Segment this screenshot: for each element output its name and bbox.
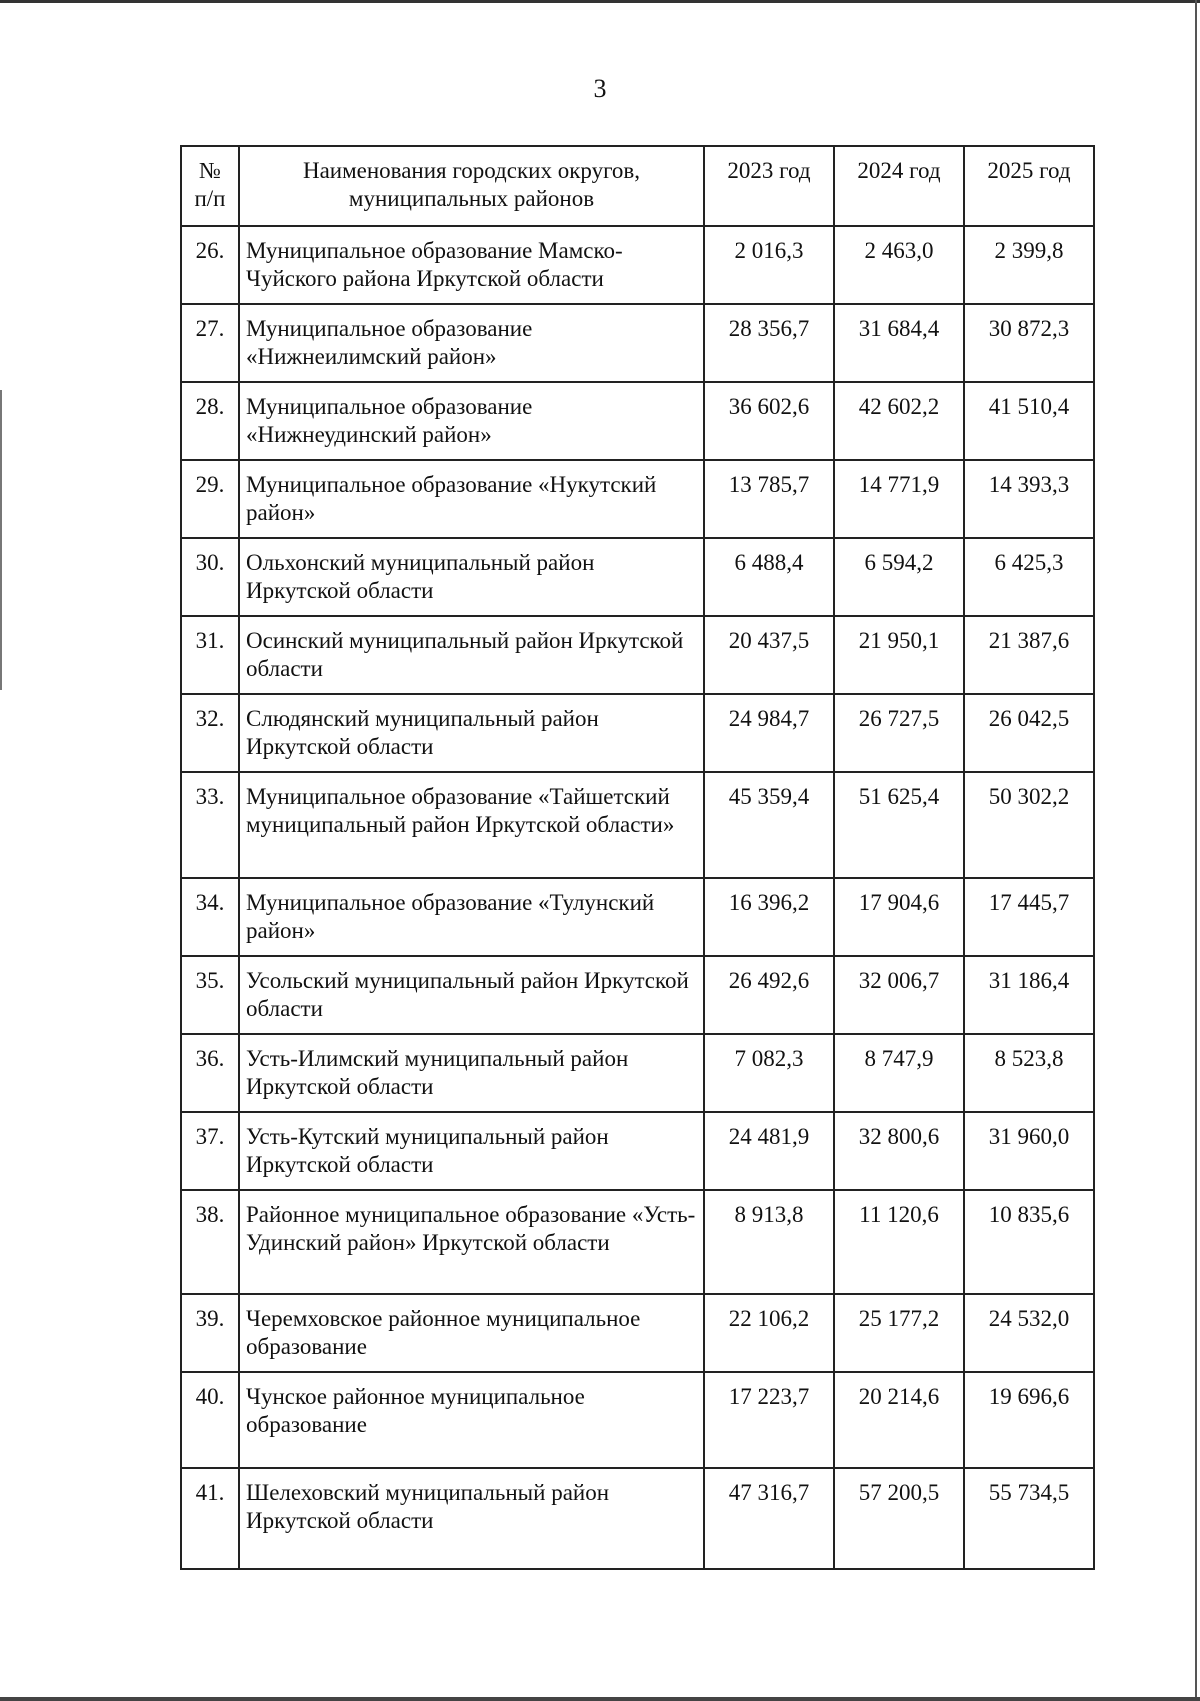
row-number: 39.: [181, 1294, 239, 1372]
row-number: 28.: [181, 382, 239, 460]
scan-edge-right: [1195, 0, 1197, 1701]
row-value-2025: 55 734,5: [964, 1468, 1094, 1569]
row-value-2025: 10 835,6: [964, 1190, 1094, 1294]
row-number: 34.: [181, 878, 239, 956]
row-value-2024: 32 800,6: [834, 1112, 964, 1190]
row-number: 31.: [181, 616, 239, 694]
row-value-2023: 22 106,2: [704, 1294, 834, 1372]
row-name: Черемховское районное муниципальное образование: [239, 1294, 704, 1372]
table-row: [181, 1034, 1094, 1112]
row-number: 36.: [181, 1034, 239, 1112]
table-row: [181, 694, 1094, 772]
header-2023: 2023 год: [704, 146, 834, 226]
row-number: 41.: [181, 1468, 239, 1569]
row-value-2025: 6 425,3: [964, 538, 1094, 616]
row-value-2025: 26 042,5: [964, 694, 1094, 772]
row-value-2025: 8 523,8: [964, 1034, 1094, 1112]
row-name: Муниципальное образование «Тайшетский муниципальный район Иркутской области»: [239, 772, 704, 878]
row-value-2023: 17 223,7: [704, 1372, 834, 1468]
table-row: [181, 382, 1094, 460]
row-value-2024: 14 771,9: [834, 460, 964, 538]
row-value-2024: 32 006,7: [834, 956, 964, 1034]
row-number: 40.: [181, 1372, 239, 1468]
row-name: Осинский муниципальный район Иркутской области: [239, 616, 704, 694]
row-number: 29.: [181, 460, 239, 538]
row-value-2025: 14 393,3: [964, 460, 1094, 538]
row-value-2023: 16 396,2: [704, 878, 834, 956]
header-no: № п/п: [181, 146, 239, 226]
row-name: Муниципальное образование «Тулунский район»: [239, 878, 704, 956]
row-value-2025: 30 872,3: [964, 304, 1094, 382]
row-value-2024: 21 950,1: [834, 616, 964, 694]
table-row: [181, 1190, 1094, 1294]
header-row: [181, 146, 1094, 226]
row-value-2023: 20 437,5: [704, 616, 834, 694]
row-number: 37.: [181, 1112, 239, 1190]
row-value-2023: 26 492,6: [704, 956, 834, 1034]
row-value-2024: 51 625,4: [834, 772, 964, 878]
row-value-2025: 21 387,6: [964, 616, 1094, 694]
row-value-2025: 2 399,8: [964, 226, 1094, 304]
row-value-2023: 24 481,9: [704, 1112, 834, 1190]
table-header: [181, 146, 1094, 226]
table-row: [181, 956, 1094, 1034]
row-value-2024: 6 594,2: [834, 538, 964, 616]
row-name: Слюдянский муниципальный район Иркутской области: [239, 694, 704, 772]
scan-edge-bottom: [0, 1697, 1200, 1701]
row-name: Чунское районное муниципальное образование: [239, 1372, 704, 1468]
table-row: [181, 1112, 1094, 1190]
header-2025: 2025 год: [964, 146, 1094, 226]
row-name: Ольхонский муниципальный район Иркутской области: [239, 538, 704, 616]
row-name: Усть-Илимский муниципальный район Иркутской области: [239, 1034, 704, 1112]
row-value-2024: 20 214,6: [834, 1372, 964, 1468]
row-number: 38.: [181, 1190, 239, 1294]
row-number: 27.: [181, 304, 239, 382]
row-value-2023: 6 488,4: [704, 538, 834, 616]
row-value-2025: 31 186,4: [964, 956, 1094, 1034]
row-number: 32.: [181, 694, 239, 772]
table-row: [181, 1372, 1094, 1468]
row-name: Усольский муниципальный район Иркутской области: [239, 956, 704, 1034]
budget-table: [180, 145, 1095, 1570]
row-value-2025: 41 510,4: [964, 382, 1094, 460]
row-value-2023: 28 356,7: [704, 304, 834, 382]
row-name: Районное муниципальное образование «Усть-Удинский район» Иркутской области: [239, 1190, 704, 1294]
row-number: 35.: [181, 956, 239, 1034]
row-value-2023: 13 785,7: [704, 460, 834, 538]
row-value-2025: 31 960,0: [964, 1112, 1094, 1190]
row-value-2024: 11 120,6: [834, 1190, 964, 1294]
row-value-2024: 57 200,5: [834, 1468, 964, 1569]
row-name: Муниципальное образование «Нижнеилимский район»: [239, 304, 704, 382]
page-number: 3: [593, 74, 607, 103]
table-row: [181, 616, 1094, 694]
row-value-2023: 8 913,8: [704, 1190, 834, 1294]
table-row: [181, 1294, 1094, 1372]
table-row: [181, 878, 1094, 956]
row-number: 30.: [181, 538, 239, 616]
table-row: [181, 304, 1094, 382]
scan-edge-left: [0, 390, 2, 690]
row-value-2023: 47 316,7: [704, 1468, 834, 1569]
row-name: Муниципальное образование Мамско-Чуйского района Иркутской области: [239, 226, 704, 304]
row-name: Усть-Кутский муниципальный район Иркутской области: [239, 1112, 704, 1190]
table-row: [181, 538, 1094, 616]
row-value-2024: 8 747,9: [834, 1034, 964, 1112]
row-name: Шелеховский муниципальный район Иркутской области: [239, 1468, 704, 1569]
table-row: [181, 226, 1094, 304]
row-name: Муниципальное образование «Нукутский район»: [239, 460, 704, 538]
table-row: [181, 772, 1094, 878]
header-name: Наименования городских округов, муниципальных районов: [239, 146, 704, 226]
row-value-2025: 24 532,0: [964, 1294, 1094, 1372]
row-value-2023: 36 602,6: [704, 382, 834, 460]
row-value-2024: 42 602,2: [834, 382, 964, 460]
row-value-2024: 25 177,2: [834, 1294, 964, 1372]
row-value-2023: 7 082,3: [704, 1034, 834, 1112]
row-value-2024: 2 463,0: [834, 226, 964, 304]
table-row: [181, 460, 1094, 538]
scan-edge-top: [0, 0, 1200, 3]
row-value-2025: 17 445,7: [964, 878, 1094, 956]
row-value-2025: 50 302,2: [964, 772, 1094, 878]
row-value-2024: 26 727,5: [834, 694, 964, 772]
row-number: 33.: [181, 772, 239, 878]
row-value-2023: 24 984,7: [704, 694, 834, 772]
row-value-2023: 2 016,3: [704, 226, 834, 304]
row-value-2025: 19 696,6: [964, 1372, 1094, 1468]
row-value-2024: 31 684,4: [834, 304, 964, 382]
row-name: Муниципальное образование «Нижнеудинский район»: [239, 382, 704, 460]
header-2024: 2024 год: [834, 146, 964, 226]
row-value-2024: 17 904,6: [834, 878, 964, 956]
row-number: 26.: [181, 226, 239, 304]
table-row: [181, 1468, 1094, 1569]
table-body: [181, 226, 1094, 1569]
row-value-2023: 45 359,4: [704, 772, 834, 878]
